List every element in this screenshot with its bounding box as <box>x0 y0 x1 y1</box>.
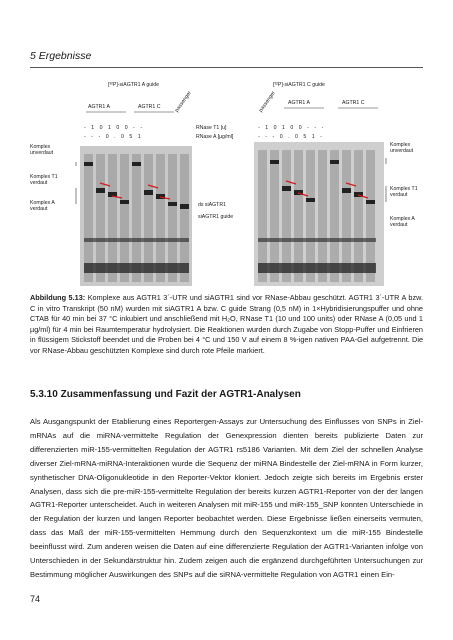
right-passenger-label: passenger <box>258 90 277 114</box>
caption-label: Abbildung 5.13: <box>30 293 86 302</box>
right-label-komplex-unverdaut: Komplex unverdaut <box>390 142 414 154</box>
left-col-agtr1-c: AGTR1 C <box>138 104 161 110</box>
right-label-komplex-t1: Komplex T1 verdaut <box>390 186 418 198</box>
gel-figure <box>30 78 423 290</box>
running-header: 5 Ergebnisse <box>30 50 92 62</box>
section-title: 5.3.10 Zusammenfassung und Fazit der AGTR1-Analysen <box>30 389 301 400</box>
right-a-row: ---0.051- <box>258 134 328 140</box>
left-col-agtr1-a: AGTR1 A <box>88 104 110 110</box>
left-passenger-label: passenger <box>174 90 193 114</box>
page-number: 74 <box>30 594 41 604</box>
header-rule <box>30 67 423 68</box>
right-label-komplex-a: Komplex A verdaut <box>390 216 415 228</box>
gel-drawing <box>30 78 423 290</box>
left-gel-title: [³²P]-siAGTR1 A guide <box>108 82 160 88</box>
rnase-a-label: RNase A [µg/ml] <box>196 134 234 140</box>
right-gel-title: [³²P]-siAGTR1 C guide <box>273 82 325 88</box>
left-label-komplex-a: Komplex A verdaut <box>30 200 55 212</box>
body-paragraph: Als Ausgangspunkt der Etablierung eines Reportergen-Assays zur Untersuchung des Einflusses von SNPs in Ziel-mRNAs auf die miRNA-vermittelte Regulation der Genexpression dienten bereits publizierte Daten zur differenzierten miR-155-vermittelten Regulation der AGTR1 rs5186 Varianten. Mit dem Ziel der schnellen Analyse diverser Ziel-mRNA-miRNA-Interaktionen wurde die Sequenz der miRNA Bindestelle der Ziel-mRNA in Form kurzer, synthetischer DNA-Oligonukleotide in den Reporter-Vektor kloniert. Jedoch zeigte sich bereits im Ergebnis erster Analysen, dass sich die pre-miR-155-vermittelte Regulation der bereits kurzen AGTR1-Reporter von der der langen AGTR1-Reporter unterscheidet. Auch in weiteren Analysen mit miR-155 und miR-155_SNP konnten Unterschiede in der Regulation der kurzen und langen Reporter beobachtet werden. Diese Ergebnisse ließen einerseits vermuten, dass das Maß der miR-155-vermittelten Hemmung durch den Sequenzkontext um die miR-155 Bindestelle beeinflusst wird. Zum anderen weisen die Daten auf eine differenzierte Regulation der AGTR1-Varianten infolge von Unterschieden in der Sekundärstruktur hin. Zudem zeigen auch die ergänzend durchgeführten Untersuchungen zur Bestimmung möglicher Auswirkungen des SNPs auf die siRNA-vermittelte Regulation von AGTR1 einen Ein- <box>30 417 423 579</box>
caption-text: Komplexe aus AGTR1 3´-UTR und siAGTR1 sind vor RNase-Abbau geschützt. AGTR1 3´-UTR A bzw. C in vitro Transkript (50 nM) wurden mit siAGTR1 A bzw. C guide Strang (0,5 nM) in 1×Hybridisierungspuffer und ohne CTAB für 40 min bei 37 °C inkubiert und anschließend mit H₂O, RNase T1 (10 und 100 units) oder RNase A (0,05 und 1 µg/ml) für 4 min bei Raumtemperatur hydrolysiert. Die Reaktionen wurden durch Zugabe von Stopp-Puffer und Einfrieren in flüssigem Stickstoff beendet und die Proben bei 4 °C und 150 V auf einem 8 %-igen nativen PAA-Gel aufgetrennt. Die vor RNase-Abbau geschützten Komplexe sind durch rote Pfeile markiert. <box>30 293 424 355</box>
center-label-ds: ds siAGTR1 <box>198 202 226 208</box>
rnase-t1-label: RNase T1 [u] <box>196 125 227 131</box>
center-label-guide: siAGTR1 guide <box>198 214 234 220</box>
left-a-row: ---0.051 <box>84 134 147 140</box>
right-col-agtr1-c: AGTR1 C <box>342 100 365 106</box>
left-t1-row: -10100-- <box>84 125 148 131</box>
left-label-komplex-unverdaut: Komplex unverdaut <box>30 144 54 156</box>
left-label-komplex-t1: Komplex T1 verdaut <box>30 174 58 186</box>
figure-caption <box>30 293 423 357</box>
right-col-agtr1-a: AGTR1 A <box>288 100 310 106</box>
right-t1-row: -10100--- <box>258 125 329 131</box>
